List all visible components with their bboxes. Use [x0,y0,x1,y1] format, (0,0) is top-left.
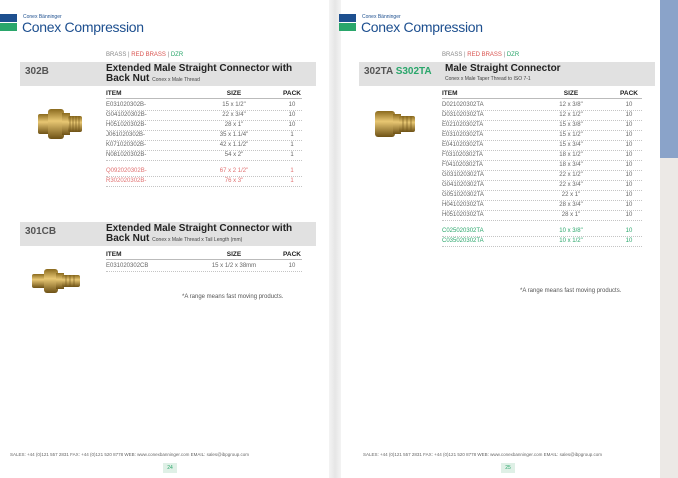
table-row [106,167,302,177]
table-row [106,101,302,111]
item-pack: 10 [625,132,633,138]
brass-fitting-photo-icon [371,103,421,143]
table-row [442,131,642,141]
item-size: 35 x 1.1/4" [219,132,249,138]
item-pack: 10 [625,112,633,118]
product-code: 302B [25,66,49,77]
item-pack: 10 [625,142,633,148]
section-tab-marker [660,0,678,158]
item-pack: 10 [625,172,633,178]
item-code: E041020302TA [442,142,484,148]
table-header: ITEM SIZE PACK [106,251,301,258]
table-row [106,262,302,272]
table-row [442,181,642,191]
item-pack: 10 [288,263,296,269]
item-size: 76 x 3" [224,178,244,184]
table-row [442,201,642,211]
table-row [442,227,642,237]
item-size: 28 x 3/4" [559,202,583,208]
table-row [442,121,642,131]
item-size: 67 x 2 1/2" [219,168,249,174]
item-size: 28 x 1" [224,122,244,128]
item-size: 54 x 2" [224,152,244,158]
item-pack: 10 [288,122,296,128]
item-code: J061020302B- [106,132,146,138]
item-code: H041020302TA [442,202,484,208]
item-code: K071020302B- [106,142,147,148]
item-pack: 1 [290,178,294,184]
item-size: 18 x 1/2" [559,152,583,158]
table-row [106,111,302,121]
item-code: E031020302B- [106,102,147,108]
item-pack: 1 [290,132,294,138]
item-size: 18 x 3/4" [559,162,583,168]
item-size: 15 x 1/2" [222,102,246,108]
item-pack: 10 [625,192,633,198]
item-code: G041020302B- [106,112,147,118]
item-size: 22 x 1" [561,192,581,198]
brand-small: Conex Bänninger [23,14,62,20]
item-pack: 10 [625,228,633,234]
brand-logo [0,14,150,38]
table-row [442,237,642,247]
item-code: G041020302TA [442,182,484,188]
item-pack: 1 [290,168,294,174]
item-pack: 10 [625,102,633,108]
brass-fitting-photo-icon [28,262,88,302]
item-code: E031020302TA [442,132,484,138]
table-row [442,111,642,121]
fast-moving-note: *A range means fast moving products. [520,288,622,294]
table-row [442,171,642,181]
item-size: 15 x 1/2 x 38mm [211,263,257,269]
item-pack: 10 [625,238,633,244]
page-number: 24 [163,463,177,473]
brand-small: Conex Bänninger [362,14,401,20]
item-size: 42 x 1.1/2" [219,142,249,148]
page-number: 25 [501,463,515,473]
item-pack: 10 [625,162,633,168]
brass-fitting-photo-icon [28,100,88,150]
item-code: D021020302TA [442,102,484,108]
product-title: Male Straight Connector [445,63,561,74]
item-size: 10 x 3/8" [559,228,583,234]
table-row [442,161,642,171]
item-size: 10 x 1/2" [559,238,583,244]
item-code: N081020302B- [106,152,147,158]
table-row [106,131,302,141]
brand-logo [339,14,489,38]
table-row [106,151,302,161]
table-header: ITEM SIZE PACK [106,90,301,97]
item-pack: 1 [290,152,294,158]
item-code: Q092020302B- [106,168,147,174]
item-pack: 10 [625,152,633,158]
item-code: E021020302TA [442,122,484,128]
item-size: 22 x 3/4" [559,182,583,188]
item-code: G051020302TA [442,192,484,198]
item-code: H051020302TA [442,212,484,218]
item-size: 22 x 3/4" [222,112,246,118]
table-row [106,141,302,151]
item-code: C035020302TA [442,238,484,244]
item-code: H051020302B- [106,122,147,128]
product-code: 301CB [25,226,57,237]
product-subtitle: Conex x Male Taper Thread to ISO 7-1 [445,76,531,82]
table-row [106,177,302,187]
item-size: 15 x 1/2" [559,132,583,138]
product-title: Extended Male Straight Connector with Back Nut Conex x Male Thread x Tail Length (mm) [106,223,293,244]
item-size: 22 x 1/2" [559,172,583,178]
page-footer: SALES: +44 (0)121 557 2831 FAX: +44 (0)121 520 8778 WEB: www.conexbanninger.com EMAIL: sales@ibpgroup.com [10,452,249,457]
left-page [0,0,330,478]
item-pack: 10 [625,212,633,218]
product-title: Extended Male Straight Connector with Back Nut Conex x Male Thread [106,63,293,84]
side-tab [660,0,678,478]
table-row [442,211,642,221]
fast-moving-note: *A range means fast moving products. [182,294,284,300]
item-code: C025020302TA [442,228,484,234]
item-size: 28 x 1" [561,212,581,218]
right-page [339,0,669,478]
table-row [442,101,642,111]
item-pack: 10 [625,202,633,208]
table-header: ITEM SIZE PACK [442,89,642,99]
item-size: 15 x 3/8" [559,122,583,128]
conex-logo-mark-icon [0,14,17,31]
item-size: 15 x 3/4" [559,142,583,148]
material-line: BRASS | RED BRASS | DZR [442,52,520,58]
brand-title: Conex Compression [361,19,483,35]
conex-logo-mark-icon [339,14,356,31]
item-code: D031020302TA [442,112,484,118]
item-code: F031020302TA [442,152,483,158]
item-pack: 10 [288,112,296,118]
table-row [442,151,642,161]
item-size: 12 x 1/2" [559,112,583,118]
item-size: 12 x 3/8" [559,102,583,108]
item-pack: 10 [288,102,296,108]
page-footer: SALES: +44 (0)121 557 2831 FAX: +44 (0)121 520 8778 WEB: www.conexbanninger.com EMAIL: sales@ibpgroup.com [363,452,602,457]
item-pack: 10 [625,182,633,188]
table-row [442,141,642,151]
item-code: R302020302B- [106,178,147,184]
product-code: 302TA S302TA [364,66,432,77]
item-code: F041020302TA [442,162,483,168]
item-pack: 10 [625,122,633,128]
item-pack: 1 [290,142,294,148]
table-row [106,121,302,131]
item-code: E031020302CB [106,263,149,269]
item-code: G031020302TA [442,172,484,178]
material-line: BRASS | RED BRASS | DZR [106,52,184,58]
brand-title: Conex Compression [22,19,144,35]
table-row [442,191,642,201]
